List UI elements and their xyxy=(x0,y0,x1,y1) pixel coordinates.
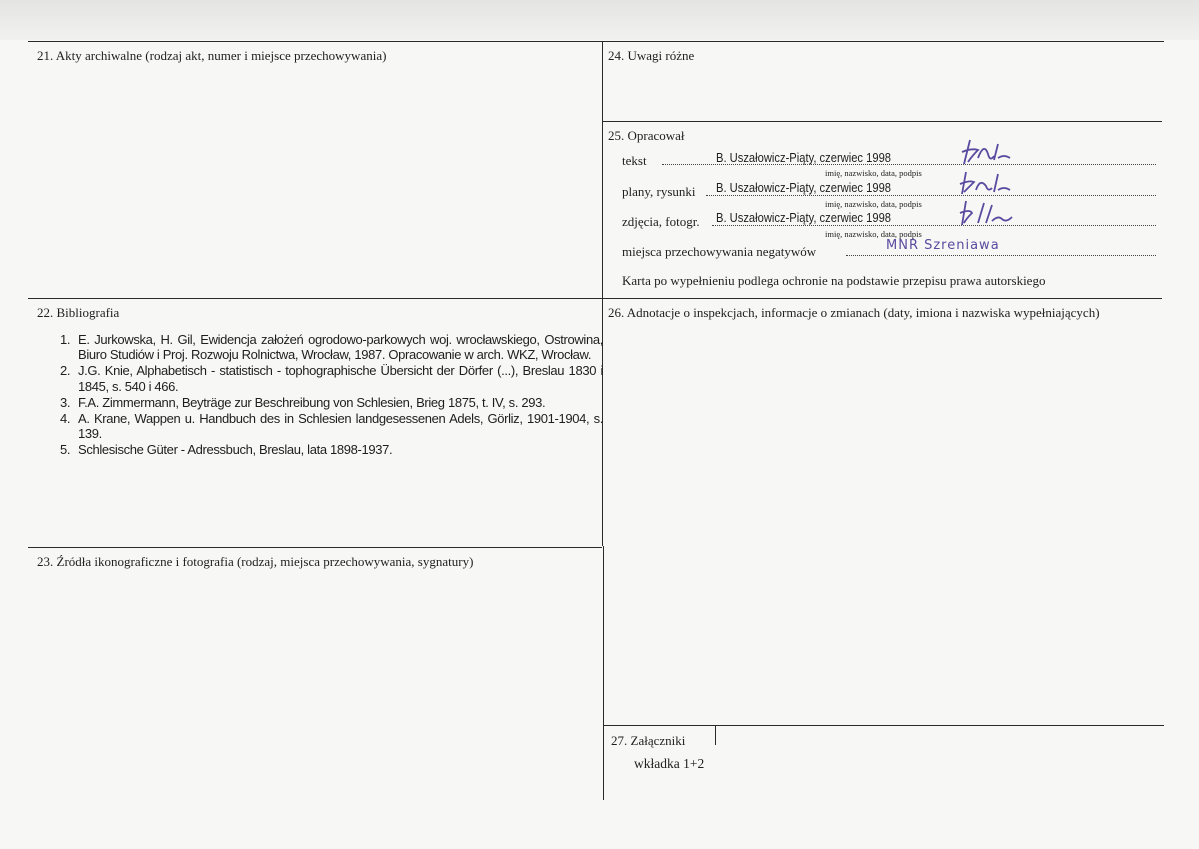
row-plany-dots xyxy=(706,195,1156,196)
scan-top-margin xyxy=(0,0,1199,40)
center-divider xyxy=(602,41,603,546)
row-plany-value: B. Uszałowicz-Piąty, czerwiec 1998 xyxy=(716,180,892,195)
copyright-note: Karta po wypełnieniu podlega ochronie na podstawie przepisu prawa autorskiego xyxy=(622,273,1046,288)
divider-26-27 xyxy=(603,725,1164,726)
bibliography-item: 5. Schlesische Güter - Adressbuch, Breslau, lata 1898-1937. xyxy=(60,442,393,458)
bibliography-list xyxy=(58,332,603,459)
right-column-divider xyxy=(603,546,604,800)
section-25-title: 25. Opracował xyxy=(608,128,685,143)
negatives-label: miejsca przechowywania negatywów xyxy=(622,244,817,259)
signature-tekst-icon xyxy=(958,136,1018,168)
signature-zdjecia-icon xyxy=(954,197,1016,229)
row-zdjecia-label: zdjęcia, fotogr. xyxy=(622,214,700,229)
bibliography-item: 3. F.A. Zimmermann, Beyträge zur Beschreibung von Schlesien, Brieg 1875, t. IV, s. 293. xyxy=(60,394,546,410)
section-26-title: 26. Adnotacje o inspekcjach, informacje o zmianach (daty, imiona i nazwiska wypełniających) xyxy=(608,305,1100,320)
section-24-title: 24. Uwagi różne xyxy=(608,48,695,63)
row-zdjecia-dots xyxy=(712,225,1156,226)
attachment-tick xyxy=(715,725,716,745)
attachment-value: wkładka 1+2 xyxy=(634,756,705,771)
section-21-title: 21. Akty archiwalne (rodzaj akt, numer i miejsce przechowywania) xyxy=(37,48,387,63)
section-27-title: 27. Załączniki xyxy=(611,733,686,748)
section-22-title: 22. Bibliografia xyxy=(37,305,120,320)
bibliography-item: 2. J.G. Knie, Alphabetisch - statistisch - tophographische Übersicht der Dörfer (...), Breslau 1830 i 1845, s. 540 i 466. xyxy=(60,363,603,394)
section-23-title: 23. Źródła ikonograficzne i fotografia (rodzaj, miejsca przechowywania, sygnatury) xyxy=(37,554,474,569)
negatives-dots xyxy=(846,255,1156,256)
row-tekst-hint: imię, nazwisko, data, podpis xyxy=(825,168,922,178)
row-zdjecia-value: B. Uszałowicz-Piąty, czerwiec 1998 xyxy=(716,210,892,225)
bibliography-item: 4. A. Krane, Wappen u. Handbuch des in Schlesien landgesessenen Adels, Görliz, 1901-1904, s. 139. xyxy=(60,411,603,442)
signature-plany-icon xyxy=(956,168,1014,198)
row-tekst-value: B. Uszałowicz-Piąty, czerwiec 1998 xyxy=(716,150,892,165)
divider-row-1 xyxy=(28,298,1162,299)
row-zdjecia-hint: imię, nazwisko, data, podpis xyxy=(825,229,922,239)
bibliography-item: 1. E. Jurkowska, H. Gil, Ewidencja założeń ogrodowo-parkowych woj. wrocławskiego, Ostrowina, Biuro Studiów i Proj. Rozwoju Rolnictwa, Wrocław, 1987. Opracowanie w arch. WKZ, Wrocław. xyxy=(60,332,603,363)
row-plany-label: plany, rysunki xyxy=(622,184,696,199)
row-tekst-label: tekst xyxy=(622,153,647,168)
top-border xyxy=(28,41,1164,42)
row-plany-hint: imię, nazwisko, data, podpis xyxy=(825,199,922,209)
divider-22-23 xyxy=(28,547,602,548)
negatives-value: MNR Szreniawa xyxy=(886,238,1000,253)
divider-24-25 xyxy=(602,121,1162,122)
